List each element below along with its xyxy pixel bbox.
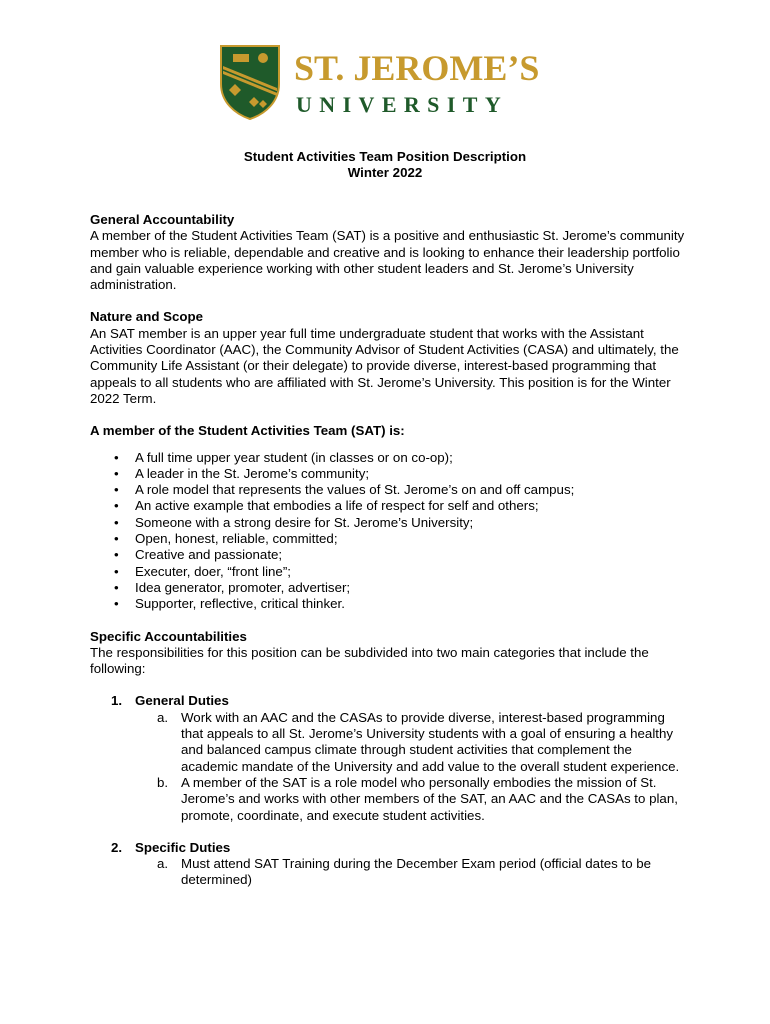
general-accountability-heading: General Accountability: [90, 212, 235, 227]
duty-text: Work with an AAC and the CASAs to provide diverse, interest-based programming that appeals to all St. Jerome’s University students with a goal of ensuring a healthy and balanced campus climate through student activities that complement the academic mandate of the University and add value to the overall student experience.: [181, 709, 680, 774]
nature-scope-heading: Nature and Scope: [90, 309, 204, 325]
duty-item: [90, 775, 690, 824]
crest-shield-icon: [219, 44, 281, 120]
section-title: Specific Duties: [135, 839, 231, 855]
member-qualities-list: [90, 450, 690, 613]
list-item: • An active example that embodies a life of respect for self and others;: [90, 498, 690, 514]
section-specific-duties: [90, 840, 690, 856]
duty-item: [90, 856, 690, 889]
duty-letter: a.: [157, 856, 169, 872]
nature-scope-text: An SAT member is an upper year full time undergraduate student that works with the Assistant Activities Coordinator (AAC), the Community Advisor of Student Activities (CASA) and ultimately, the Community Life Assistant (or their delegate) to provide diverse, interest-based programming that appeals to all students who are affiliated with St. Jerome’s University. This position is for the Winter 2022 Term.: [90, 325, 679, 406]
list-item: • A role model that represents the values of St. Jerome’s on and off campus;: [90, 482, 690, 498]
duty-letter: a.: [157, 709, 169, 725]
list-item: • Open, honest, reliable, committed;: [90, 531, 690, 547]
document-body: [90, 212, 690, 889]
list-item: • Idea generator, promoter, advertiser;: [90, 580, 690, 596]
duty-item: [90, 710, 690, 775]
document-term: Winter 2022: [347, 165, 423, 180]
logo-subtitle: UNIVERSITY: [296, 92, 509, 117]
duty-text: Must attend SAT Training during the December Exam period (official dates to be determined): [181, 856, 652, 888]
duty-text: A member of the SAT is a role model who personally embodies the mission of St. Jerome’s and works with other members of the SAT, an AAC and the CASAs to plan, promote, coordinate, and execute student activities.: [181, 774, 678, 823]
list-item: • Supporter, reflective, critical thinker.: [90, 596, 690, 612]
member-is-heading: A member of the Student Activities Team (SAT) is:: [90, 423, 405, 439]
duty-letter: b.: [157, 774, 169, 790]
list-item: • Creative and passionate;: [90, 547, 690, 563]
section-title: General Duties: [135, 693, 229, 709]
section-number: 2.: [111, 839, 123, 855]
document-title: Student Activities Team Position Description: [243, 149, 527, 164]
list-item: • A leader in the St. Jerome’s community;: [90, 466, 690, 482]
specific-accountabilities-heading: Specific Accountabilities: [90, 628, 247, 644]
university-logo: [219, 44, 551, 120]
list-item: • Someone with a strong desire for St. Jerome’s University;: [90, 515, 690, 531]
general-accountability-text: A member of the Student Activities Team (SAT) is a positive and enthusiastic St. Jerome’s community member who is reliable, dependable and creative and is looking to enhance their leadership portfolio and gain valuable experience working with other student leaders and St. Jerome’s University administration.: [90, 228, 685, 293]
list-item: • Executer, doer, “front line”;: [90, 564, 690, 580]
section-number: 1.: [111, 693, 123, 709]
logo-name: ST. JEROME’S: [294, 48, 540, 88]
specific-accountabilities-text: The responsibilities for this position can be subdivided into two main categories that include the following:: [90, 644, 649, 677]
section-general-duties: [90, 693, 690, 709]
list-item: • A full time upper year student (in classes or on co-op);: [90, 450, 690, 466]
